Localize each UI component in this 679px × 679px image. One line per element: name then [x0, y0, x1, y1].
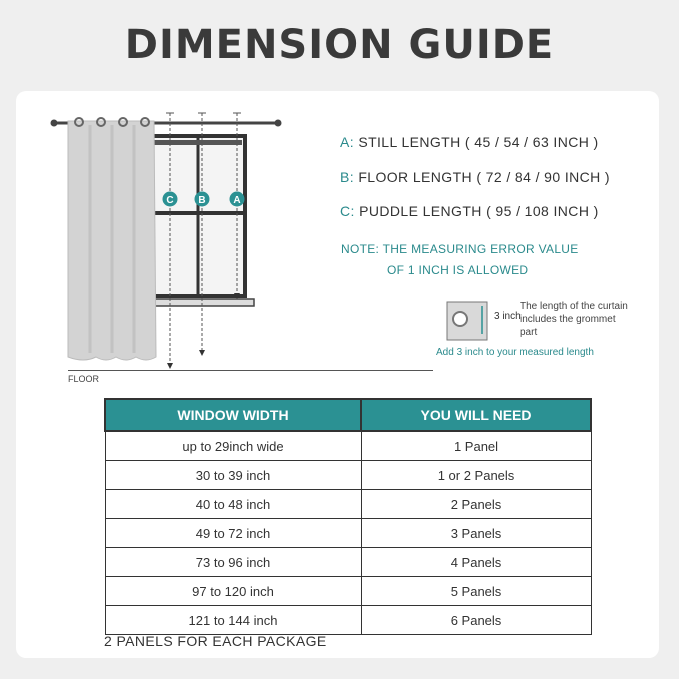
length-b-text: FLOOR LENGTH ( 72 / 84 / 90 INCH ) [358, 169, 610, 185]
table-row [105, 461, 591, 490]
length-a [340, 134, 599, 150]
length-b-key: B: [340, 169, 355, 185]
panels-cell: 4 Panels [361, 548, 591, 577]
table-row [105, 577, 591, 606]
length-c-text: PUDDLE LENGTH ( 95 / 108 INCH ) [359, 203, 599, 219]
panels-cell: 6 Panels [361, 606, 591, 635]
panels-cell: 2 Panels [361, 490, 591, 519]
svg-text:A: A [233, 195, 241, 206]
width-cell: 49 to 72 inch [105, 519, 361, 548]
svg-text:B: B [198, 195, 206, 206]
note-line-2: OF 1 INCH IS ALLOWED [387, 263, 529, 277]
marker-b [195, 192, 210, 207]
floor-label: FLOOR [68, 374, 100, 384]
table-header-row [105, 399, 591, 431]
width-cell: 97 to 120 inch [105, 577, 361, 606]
length-c [340, 203, 599, 219]
note-line-1: NOTE: THE MEASURING ERROR VALUE [341, 242, 579, 256]
width-cell: 121 to 144 inch [105, 606, 361, 635]
table-row [105, 519, 591, 548]
panels-cell: 1 or 2 Panels [361, 461, 591, 490]
width-cell: 73 to 96 inch [105, 548, 361, 577]
width-cell: 40 to 48 inch [105, 490, 361, 519]
grommet-description: The length of the curtain includes the grommet part [520, 301, 628, 338]
marker-a [230, 192, 245, 207]
table-row [105, 606, 591, 635]
length-c-key: C: [340, 203, 355, 219]
package-note: 2 PANELS FOR EACH PACKAGE [104, 633, 327, 649]
grommet-add-note: Add 3 inch to your measured length [436, 347, 594, 358]
page-title: DIMENSION GUIDE [124, 22, 555, 68]
length-a-text: STILL LENGTH ( 45 / 54 / 63 INCH ) [358, 134, 599, 150]
header-you-will-need: YOU WILL NEED [361, 399, 591, 431]
floor-line [68, 370, 433, 371]
panels-cell: 3 Panels [361, 519, 591, 548]
guide-card [16, 91, 659, 658]
panel-requirements-table [104, 398, 592, 635]
grommet-illustration [446, 301, 488, 341]
table-row [105, 548, 591, 577]
marker-c [163, 192, 178, 207]
curtain-panel [68, 118, 156, 360]
width-cell: 30 to 39 inch [105, 461, 361, 490]
table-row [105, 490, 591, 519]
grommet-measure: 3 inch [494, 311, 521, 322]
width-cell: up to 29inch wide [105, 431, 361, 461]
svg-text:C: C [166, 195, 174, 206]
header-window-width: WINDOW WIDTH [105, 399, 361, 431]
panels-cell: 1 Panel [361, 431, 591, 461]
panels-cell: 5 Panels [361, 577, 591, 606]
length-b [340, 169, 610, 185]
length-a-key: A: [340, 134, 355, 150]
table-row [105, 431, 591, 461]
